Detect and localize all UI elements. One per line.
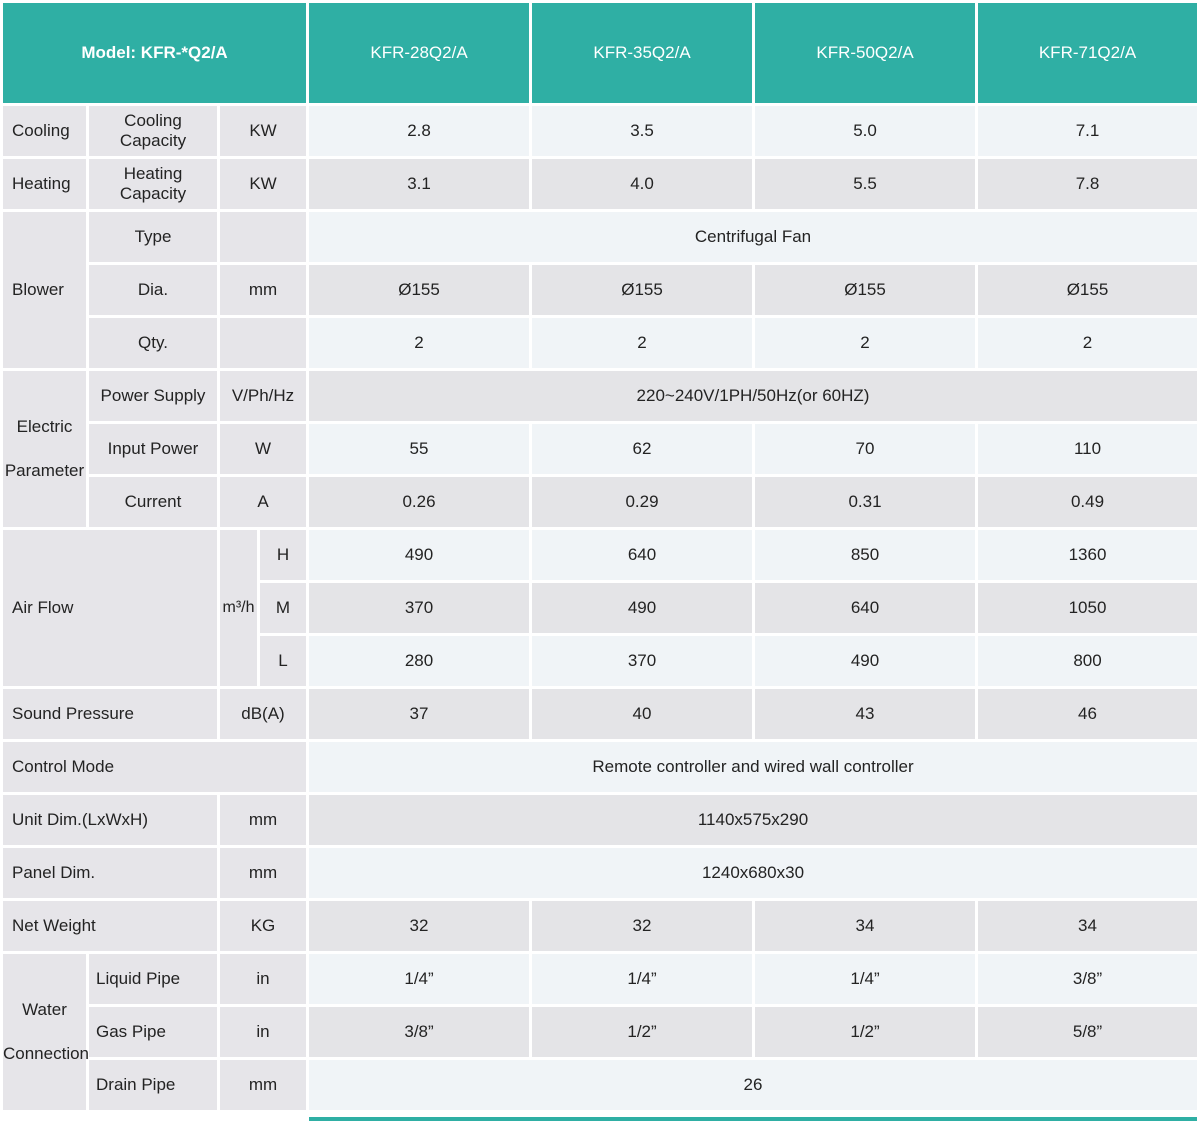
- label-cooling-capacity: Cooling Capacity: [89, 106, 217, 156]
- table-row: [3, 795, 1197, 845]
- value-cell: 32: [309, 901, 529, 951]
- value-cell: 4.0: [532, 159, 752, 209]
- value-cell: 70: [755, 424, 975, 474]
- header-column-kfr-50q2-a: KFR-50Q2/A: [755, 3, 975, 103]
- value-cell: 1360: [978, 530, 1197, 580]
- label-sound-pressure: Sound Pressure: [3, 689, 217, 739]
- value-cell: 640: [755, 583, 975, 633]
- value-cell: 32: [532, 901, 752, 951]
- value-cell: 1/4”: [755, 954, 975, 1004]
- value-cell: 490: [755, 636, 975, 686]
- label-liquid-pipe: Liquid Pipe: [89, 954, 217, 1004]
- label-drain-pipe: Drain Pipe: [89, 1060, 217, 1110]
- value-cell: 0.26: [309, 477, 529, 527]
- label-mm: mm: [220, 848, 306, 898]
- value-cell: 2: [755, 318, 975, 368]
- value-cell: 34: [755, 901, 975, 951]
- value-cell: 850: [755, 530, 975, 580]
- label-control-mode: Control Mode: [3, 742, 306, 792]
- label-air-flow: Air Flow: [3, 530, 217, 686]
- table-row: [3, 212, 1197, 262]
- label-panel-dim: Panel Dim.: [3, 848, 217, 898]
- label-water-connection: Water Connection: [3, 954, 86, 1110]
- value-cell: Remote controller and wired wall controller: [309, 742, 1197, 792]
- label-h: H: [260, 530, 306, 580]
- value-cell: 3/8”: [978, 954, 1197, 1004]
- label-blower: Blower: [3, 212, 86, 368]
- label-cooling: Cooling: [3, 106, 86, 156]
- table-row: [3, 1060, 1197, 1110]
- value-cell: 3.1: [309, 159, 529, 209]
- value-cell: 220~240V/1PH/50Hz(or 60HZ): [309, 371, 1197, 421]
- value-cell: 1050: [978, 583, 1197, 633]
- value-cell: 2: [309, 318, 529, 368]
- value-cell: 3.5: [532, 106, 752, 156]
- header-model-cell: Model: KFR-*Q2/A: [3, 3, 306, 103]
- spec-table-header: [3, 3, 1197, 103]
- label-heating-capacity: Heating Capacity: [89, 159, 217, 209]
- label-db-a: dB(A): [220, 689, 306, 739]
- value-cell: 5.5: [755, 159, 975, 209]
- value-cell: 370: [309, 583, 529, 633]
- value-cell: 5/8”: [978, 1007, 1197, 1057]
- value-cell: 2: [532, 318, 752, 368]
- value-cell: Ø155: [532, 265, 752, 315]
- value-cell: Centrifugal Fan: [309, 212, 1197, 262]
- label-w: W: [220, 424, 306, 474]
- value-cell: 1140x575x290: [309, 795, 1197, 845]
- label-gas-pipe: Gas Pipe: [89, 1007, 217, 1057]
- value-cell: 7.1: [978, 106, 1197, 156]
- value-cell: 1/2”: [532, 1007, 752, 1057]
- label-m-h: m³/h: [220, 530, 257, 686]
- table-row: [3, 424, 1197, 474]
- value-cell: 0.49: [978, 477, 1197, 527]
- value-cell: Ø155: [309, 265, 529, 315]
- table-bottom-teal-strip: [309, 1117, 1197, 1121]
- label-kw: KW: [220, 159, 306, 209]
- header-column-kfr-35q2-a: KFR-35Q2/A: [532, 3, 752, 103]
- value-cell: 1/2”: [755, 1007, 975, 1057]
- value-cell: 0.29: [532, 477, 752, 527]
- value-cell: 490: [309, 530, 529, 580]
- value-cell: 1240x680x30: [309, 848, 1197, 898]
- empty-unit-cell: [220, 318, 306, 368]
- table-row: [3, 106, 1197, 156]
- value-cell: 55: [309, 424, 529, 474]
- table-row: [3, 742, 1197, 792]
- value-cell: 280: [309, 636, 529, 686]
- table-row: [3, 530, 1197, 580]
- label-qty: Qty.: [89, 318, 217, 368]
- value-cell: Ø155: [978, 265, 1197, 315]
- value-cell: 34: [978, 901, 1197, 951]
- spec-table-body: [3, 106, 1197, 1110]
- table-row: [3, 848, 1197, 898]
- value-cell: 37: [309, 689, 529, 739]
- label-mm: mm: [220, 1060, 306, 1110]
- table-row: [3, 318, 1197, 368]
- label-type: Type: [89, 212, 217, 262]
- value-cell: 110: [978, 424, 1197, 474]
- empty-unit-cell: [220, 212, 306, 262]
- label-net-weight: Net Weight: [3, 901, 217, 951]
- label-in: in: [220, 1007, 306, 1057]
- label-power-supply: Power Supply: [89, 371, 217, 421]
- value-cell: 3/8”: [309, 1007, 529, 1057]
- value-cell: 2: [978, 318, 1197, 368]
- value-cell: 2.8: [309, 106, 529, 156]
- label-kw: KW: [220, 106, 306, 156]
- table-row: [3, 477, 1197, 527]
- table-row: [3, 689, 1197, 739]
- value-cell: 640: [532, 530, 752, 580]
- header-column-kfr-71q2-a: KFR-71Q2/A: [978, 3, 1197, 103]
- value-cell: 1/4”: [309, 954, 529, 1004]
- label-in: in: [220, 954, 306, 1004]
- value-cell: 26: [309, 1060, 1197, 1110]
- label-v-ph-hz: V/Ph/Hz: [220, 371, 306, 421]
- value-cell: 370: [532, 636, 752, 686]
- table-row: [3, 901, 1197, 951]
- header-column-kfr-28q2-a: KFR-28Q2/A: [309, 3, 529, 103]
- value-cell: 0.31: [755, 477, 975, 527]
- label-kg: KG: [220, 901, 306, 951]
- label-current: Current: [89, 477, 217, 527]
- label-dia: Dia.: [89, 265, 217, 315]
- value-cell: 43: [755, 689, 975, 739]
- value-cell: Ø155: [755, 265, 975, 315]
- label-mm: mm: [220, 795, 306, 845]
- table-row: [3, 159, 1197, 209]
- value-cell: 1/4”: [532, 954, 752, 1004]
- value-cell: 800: [978, 636, 1197, 686]
- table-row: [3, 954, 1197, 1004]
- table-row: [3, 371, 1197, 421]
- value-cell: 62: [532, 424, 752, 474]
- value-cell: 46: [978, 689, 1197, 739]
- label-unit-dim-lxwxh: Unit Dim.(LxWxH): [3, 795, 217, 845]
- label-l: L: [260, 636, 306, 686]
- table-row: [3, 265, 1197, 315]
- label-m: M: [260, 583, 306, 633]
- label-mm: mm: [220, 265, 306, 315]
- value-cell: 490: [532, 583, 752, 633]
- label-a: A: [220, 477, 306, 527]
- table-row: [3, 1007, 1197, 1057]
- label-input-power: Input Power: [89, 424, 217, 474]
- label-electric-parameter: Electric Parameter: [3, 371, 86, 527]
- label-heating: Heating: [3, 159, 86, 209]
- value-cell: 7.8: [978, 159, 1197, 209]
- value-cell: 5.0: [755, 106, 975, 156]
- value-cell: 40: [532, 689, 752, 739]
